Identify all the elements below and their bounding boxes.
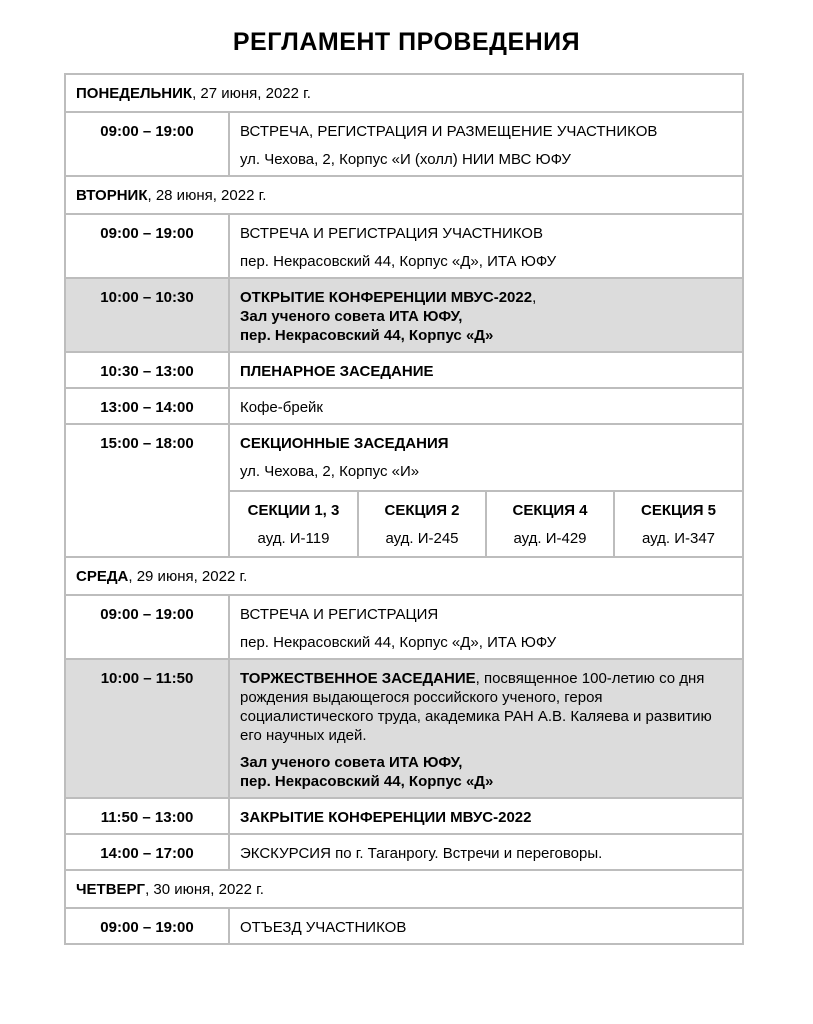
section-room: ауд. И-347	[641, 530, 716, 547]
event-time: 14:00 – 17:00	[65, 834, 229, 870]
event-row	[65, 352, 743, 388]
day-date: , 27 июня, 2022 г.	[192, 85, 311, 102]
section-cell	[358, 492, 486, 556]
page-title: РЕГЛАМЕНТ ПРОВЕДЕНИЯ	[232, 28, 581, 56]
day-header	[65, 557, 743, 595]
section-cell	[486, 492, 614, 556]
event-place: ул. Чехова, 2, Корпус «И (холл) НИИ МВС ЮФУ	[240, 151, 571, 168]
event-title-suffix: по г. Таганрогу. Встречи и переговоры.	[330, 845, 603, 862]
day-row	[65, 870, 743, 908]
day-weekday: ВТОРНИК	[76, 187, 148, 204]
event-cell	[229, 424, 743, 491]
event-row	[65, 908, 743, 944]
event-row	[65, 278, 743, 352]
sections-cell	[229, 491, 743, 557]
event-row	[65, 595, 743, 659]
day-header	[65, 74, 743, 112]
event-title: ВСТРЕЧА И РЕГИСТРАЦИЯ	[240, 606, 439, 623]
event-title: ВСТРЕЧА, РЕГИСТРАЦИЯ И РАЗМЕЩЕНИЕ УЧАСТНИКОВ	[240, 123, 658, 140]
sections-table	[230, 492, 742, 556]
event-title: СЕКЦИОННЫЕ ЗАСЕДАНИЯ	[240, 435, 449, 452]
event-cell	[229, 659, 743, 798]
section-cell	[230, 492, 358, 556]
event-row	[65, 388, 743, 424]
event-place-line2: пер. Некрасовский 44, Корпус «Д»	[240, 327, 494, 344]
day-date: , 28 июня, 2022 г.	[147, 187, 267, 204]
day-header	[65, 176, 743, 214]
event-row	[65, 424, 743, 491]
event-time: 10:00 – 10:30	[65, 278, 229, 352]
event-time: 09:00 – 19:00	[65, 595, 229, 659]
section-room: ауд. И-245	[385, 530, 459, 547]
day-header	[65, 870, 743, 908]
event-time: 11:50 – 13:00	[65, 798, 229, 834]
event-title: ОТКРЫТИЕ КОНФЕРЕНЦИИ МВУС-2022	[240, 289, 533, 306]
event-row	[65, 112, 743, 176]
event-time: 15:00 – 18:00	[65, 424, 229, 557]
event-time: 10:00 – 11:50	[65, 659, 229, 798]
event-place: пер. Некрасовский 44, Корпус «Д», ИТА ЮФУ	[240, 634, 557, 651]
event-title: ТОРЖЕСТВЕННОЕ ЗАСЕДАНИЕ	[240, 670, 476, 687]
event-row	[65, 834, 743, 870]
day-date: , 30 июня, 2022 г.	[145, 881, 264, 898]
event-place-line1: Зал ученого совета ИТА ЮФУ,	[240, 754, 463, 771]
event-time: 09:00 – 19:00	[65, 908, 229, 944]
day-row	[65, 557, 743, 595]
schedule-table	[64, 73, 744, 945]
event-row	[65, 659, 743, 798]
event-title: ПЛЕНАРНОЕ ЗАСЕДАНИЕ	[229, 352, 743, 388]
event-cell	[229, 214, 743, 278]
section-cell	[614, 492, 742, 556]
event-time: 09:00 – 19:00	[65, 214, 229, 278]
event-title: ЭКСКУРСИЯ	[240, 845, 331, 862]
event-time: 13:00 – 14:00	[65, 388, 229, 424]
event-place: ул. Чехова, 2, Корпус «И»	[240, 463, 420, 480]
section-name: СЕКЦИЯ 4	[512, 502, 588, 519]
day-row	[65, 176, 743, 214]
event-row	[65, 214, 743, 278]
section-room: ауд. И-119	[257, 530, 330, 547]
event-title-suffix: , посвященное 100-летию со дня рождения выдающегося российского ученого, героя социалистического труда, академика РАН А.В. Каляева и развитию его научных идей.	[240, 670, 712, 744]
event-title: ВСТРЕЧА И РЕГИСТРАЦИЯ УЧАСТНИКОВ	[240, 225, 543, 242]
event-time: 10:30 – 13:00	[65, 352, 229, 388]
event-cell	[229, 595, 743, 659]
day-date: , 29 июня, 2022 г.	[128, 568, 248, 585]
event-place-line2: пер. Некрасовский 44, Корпус «Д»	[240, 773, 494, 790]
day-row	[65, 74, 743, 112]
event-place: пер. Некрасовский 44, Корпус «Д», ИТА ЮФУ	[240, 253, 557, 270]
event-cell	[229, 278, 743, 352]
event-cell	[229, 112, 743, 176]
event-title: ОТЪЕЗД УЧАСТНИКОВ	[229, 908, 743, 944]
section-room: ауд. И-429	[513, 530, 587, 547]
event-cell	[229, 834, 743, 870]
event-title-suffix: ,	[532, 289, 537, 306]
event-time: 09:00 – 19:00	[65, 112, 229, 176]
event-title: Кофе-брейк	[229, 388, 743, 424]
section-name: СЕКЦИЯ 5	[640, 502, 717, 519]
event-row	[65, 798, 743, 834]
event-place-line1: Зал ученого совета ИТА ЮФУ,	[240, 308, 463, 325]
day-weekday: ПОНЕДЕЛЬНИК	[76, 85, 193, 102]
day-weekday: СРЕДА	[76, 568, 129, 585]
section-name: СЕКЦИЯ 2	[384, 502, 460, 519]
event-title: ЗАКРЫТИЕ КОНФЕРЕНЦИИ МВУС-2022	[229, 798, 743, 834]
section-name: СЕКЦИИ 1, 3	[247, 502, 340, 519]
day-weekday: ЧЕТВЕРГ	[76, 881, 146, 898]
